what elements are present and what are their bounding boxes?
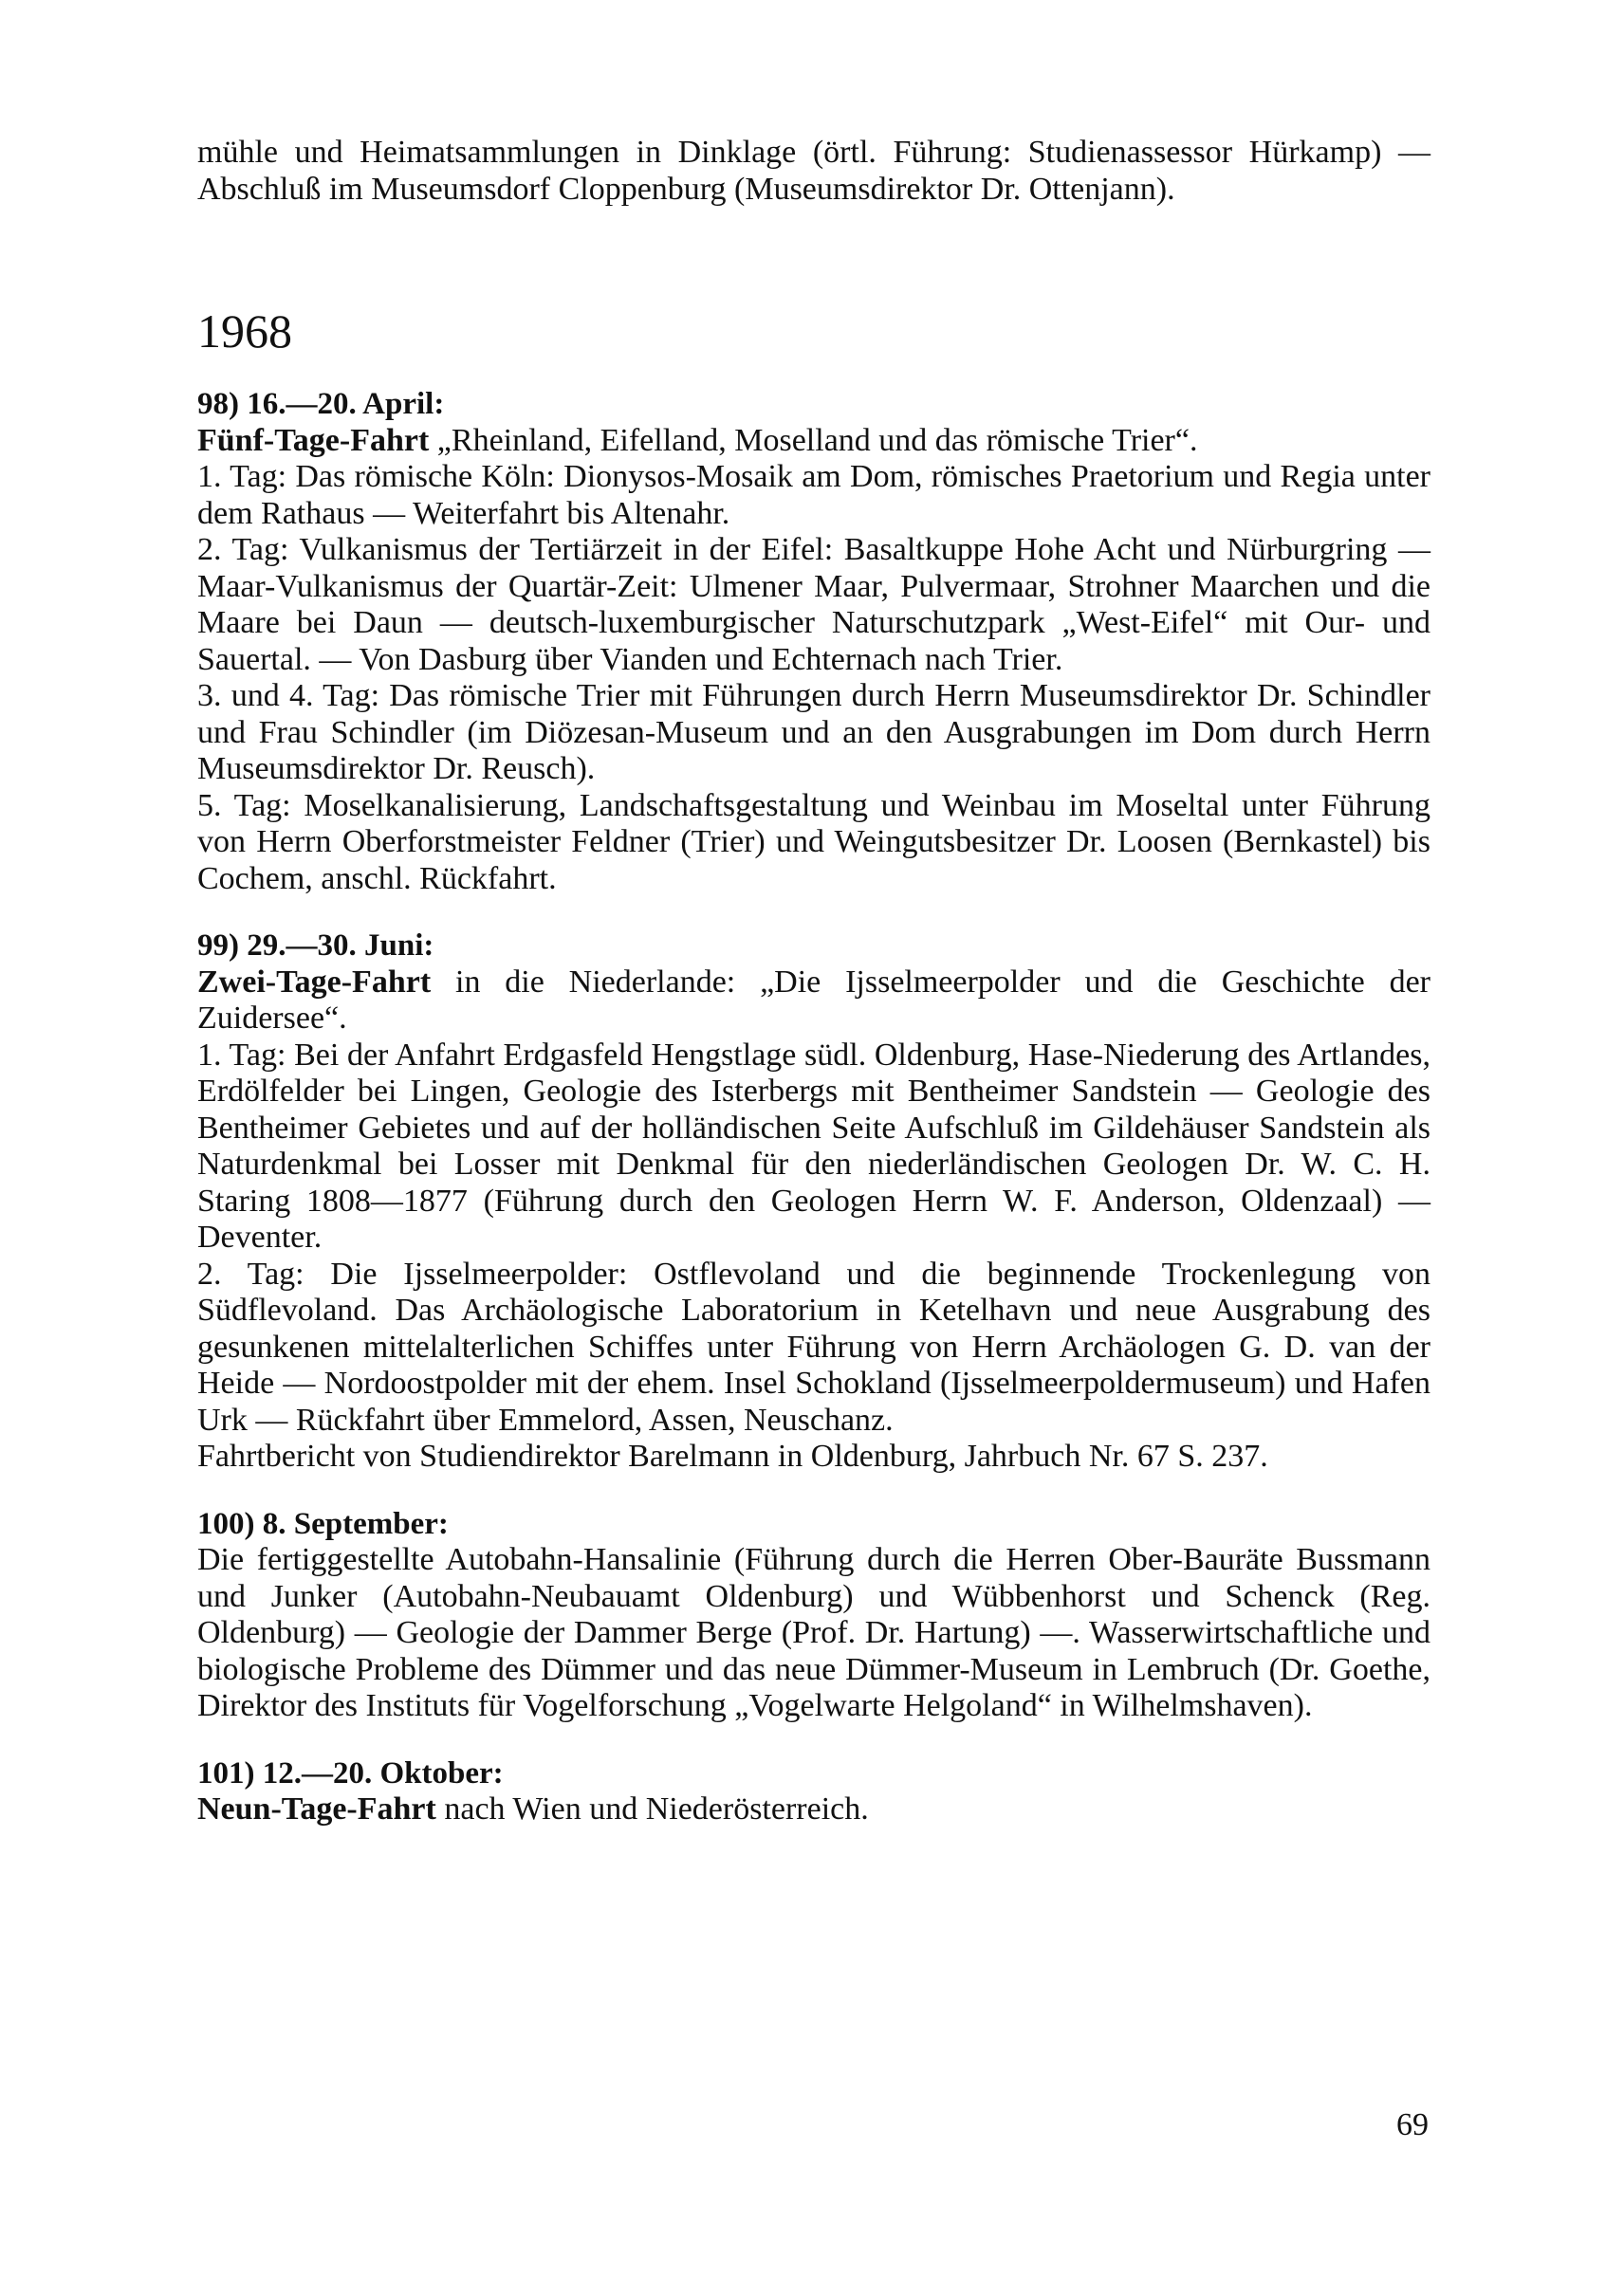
trip-description: in die Niederlande: „Die Ijsselmeerpolder und die Geschichte der Zuidersee“. bbox=[197, 964, 1430, 1036]
entry-99 bbox=[197, 928, 1430, 1476]
entry-heading: 101) 12.—20. Oktober: bbox=[197, 1755, 504, 1791]
entry-100 bbox=[197, 1506, 1430, 1725]
entry-lead bbox=[197, 1791, 1430, 1828]
entry-description: Die fertiggestellte Autobahn-Hansalinie (Führung durch die Herren Ober-Bauräte Bussmann und Junker (Autobahn-Neubauamt Oldenburg) und Wübbenhorst und Schenck (Reg. Oldenburg) — Geologie der Dammer Berge (Prof. Dr. Hartung) —. Wasserwirtschaftliche und biologische Probleme des Dümmer und das neue Dümmer-Museum in Lembruch (Dr. Goethe, Direktor des Instituts für Vogelforschung „Vogelwarte Helgoland“ in Wilhelmshaven). bbox=[197, 1542, 1430, 1723]
trip-description: nach Wien und Niederösterreich. bbox=[435, 1791, 869, 1827]
day-paragraph: 1. Tag: Bei der Anfahrt Erdgasfeld Hengstlage südl. Oldenburg, Hase-Niederung des Artlandes, Erdölfelder bei Lingen, Geologie des Isterbergs mit Bentheimer Sandstein — Geologie des Bentheimer Gebietes und auf der holländischen Seite Aufschluß im Gildehäuser Sandstein als Naturdenkmal bei Losser mit Denkmal für den niederländischen Geologen Dr. W. C. H. Staring 1808—1877 (Führung durch den Geologen Herrn W. F. Anderson, Oldenzaal) — Deventer. bbox=[197, 1037, 1430, 1255]
trip-title: Neun-Tage-Fahrt bbox=[197, 1791, 436, 1827]
entry-lead bbox=[197, 423, 1430, 460]
year-heading: 1968 bbox=[197, 304, 292, 358]
day-paragraph: 2. Tag: Die Ijsselmeerpolder: Ostflevoland und die beginnende Trockenlegung von Südflevoland. Das Archäologische Laboratorium in Ketelhavn und neue Ausgrabung des gesunkenen mittelalterlichen Schiffes unter Führung von Herrn Archäologen G. D. van der Heide — Nordoostpolder mit der ehem. Insel Schokland (Ijsselmeerpoldermuseum) und Hafen Urk — Rückfahrt über Emmelord, Assen, Neuschanz. bbox=[197, 1256, 1430, 1438]
entry-heading: 99) 29.—30. Juni: bbox=[197, 928, 434, 963]
page-body bbox=[197, 135, 1430, 1828]
entry-98 bbox=[197, 386, 1430, 897]
entry-heading: 100) 8. September: bbox=[197, 1506, 449, 1541]
page-number: 69 bbox=[1396, 2107, 1429, 2142]
day-paragraph: 1. Tag: Das römische Köln: Dionysos-Mosaik am Dom, römisches Praetorium und Regia unter dem Rathaus — Weiterfahrt bis Altenahr. bbox=[197, 459, 1430, 531]
trip-title: Zwei-Tage-Fahrt bbox=[197, 964, 432, 1000]
entry-lead bbox=[197, 964, 1430, 1038]
day-paragraph: 2. Tag: Vulkanismus der Tertiärzeit in der Eifel: Basaltkuppe Hohe Acht und Nürburgring — Maar-Vulkanismus der Quartär-Zeit: Ulmener Maar, Pulvermaar, Strohner Maarchen und die Maare bei Daun — deutsch-luxemburgischer Naturschutzpark „West-Eifel“ mit Our- und Sauertal. — Von Dasburg über Vianden und Echternach nach Trier. bbox=[197, 532, 1430, 677]
entry-heading: 98) 16.—20. April: bbox=[197, 387, 445, 421]
day-paragraph: 3. und 4. Tag: Das römische Trier mit Führungen durch Herrn Museumsdirektor Dr. Schindler und Frau Schindler (im Diözesan-Museum und an den Ausgrabungen im Dom durch Herrn Museumsdirektor Dr. Reusch). bbox=[197, 678, 1430, 786]
trip-report-note: Fahrtbericht von Studiendirektor Barelmann in Oldenburg, Jahrbuch Nr. 67 S. 237. bbox=[197, 1439, 1268, 1474]
trip-description: „Rheinland, Eifelland, Moselland und das römische Trier“. bbox=[429, 422, 1198, 458]
trip-title: Fünf-Tage-Fahrt bbox=[197, 422, 430, 458]
intro-paragraph: mühle und Heimatsammlungen in Dinklage (örtl. Führung: Studienassessor Hürkamp) — Abschluß im Museumsdorf Cloppenburg (Museumsdirektor Dr. Ottenjann). bbox=[197, 135, 1430, 207]
day-paragraph: 5. Tag: Moselkanalisierung, Landschaftsgestaltung und Weinbau im Moseltal unter Führung von Herrn Oberforstmeister Feldner (Trier) und Weingutsbesitzer Dr. Loosen (Bernkastel) bis Cochem, anschl. Rückfahrt. bbox=[197, 787, 1430, 896]
entry-101 bbox=[197, 1755, 1430, 1828]
